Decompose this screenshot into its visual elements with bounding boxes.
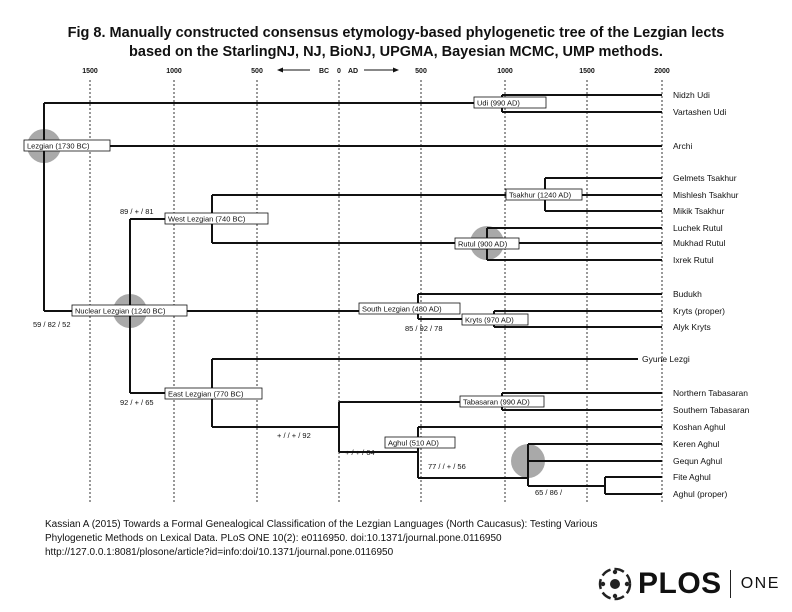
leaf-luchek-rutul: Luchek Rutul [673,223,723,233]
leaf-alyk-kryts: Alyk Kryts [673,322,711,332]
leaf-northern-tabasaran: Northern Tabasaran [673,388,748,398]
leaf-archi: Archi [673,141,693,151]
support-aghul: + / + / 64 [345,448,375,457]
leaf-mishlesh-tsakhur: Mishlesh Tsakhur [673,190,739,200]
clade-rutul-label: Rutul (900 AD) [458,239,508,249]
tree-branches [44,95,662,494]
support-aghul-sub: 77 / / + / 56 [428,462,466,471]
tick-2000ad: 2000 [654,68,670,75]
clade-lezgian [24,140,110,151]
tick-500ad: 500 [415,68,427,75]
support-fite-aghul: 65 / 86 / [535,488,563,497]
clade-lezgian-label: Lezgian (1730 BC) [27,141,90,151]
figure-title-line2: based on the StarlingNJ, NJ, BioNJ, UPGMA, Bayesian MCMC, UMP methods. [129,44,663,60]
ad-arrow-icon [393,68,399,73]
clade-tsakhur-label: Tsakhur (1240 AD) [509,190,572,200]
clade-west-lezgian-label: West Lezgian (740 BC) [168,214,246,224]
leaf-gyune-lezgi: Gyune Lezgi [642,354,690,364]
tick-1500bc: 1500 [82,68,98,75]
leaf-gequn-aghul: Gequn Aghul [673,456,723,466]
tick-0: 0 [337,68,341,75]
time-gridlines [90,80,662,502]
node-circles [27,129,545,478]
leaf-ixrek-rutul: Ixrek Rutul [673,255,714,265]
leaf-southern-tabasaran: Southern Tabasaran [673,405,750,415]
clade-tabasaran [460,396,544,407]
clade-labels [24,97,582,448]
one-wordmark: ONE [740,575,780,592]
support-nuclear-lezgian: 59 / 82 / 52 [33,320,71,329]
clade-tsakhur [506,189,582,200]
citation [45,518,765,560]
clade-tabasaran-label: Tabasaran (990 AD) [463,397,530,407]
leaf-keren-aghul: Keren Aghul [673,439,720,449]
leaf-fite-aghul: Fite Aghul [673,472,711,482]
support-east-lezgian: 92 / + / 65 [120,398,154,407]
leaf-mikik-tsakhur: Mikik Tsakhur [673,206,725,216]
logo-divider [730,570,731,598]
clade-aghul-label: Aghul (510 AD) [388,438,439,448]
tick-500bc: 500 [251,68,263,75]
leaf-mukhad-rutul: Mukhad Rutul [673,238,726,248]
clade-south-lezgian [359,303,460,314]
leaf-aghul-proper: Aghul (proper) [673,489,728,499]
clade-east-lezgian [165,388,262,399]
leaf-nidzh-udi: Nidzh Udi [673,90,710,100]
clade-udi-label: Udi (990 AD) [477,98,520,108]
bc-arrow-icon [277,68,283,73]
citation-line1: Kassian A (2015) Towards a Formal Genealogical Classification of the Lezgian Languages (North Caucasus): Testing Various [45,519,598,530]
support-tabasaran-aghul: + / / + / 92 [277,431,311,440]
tick-1000ad: 1000 [497,68,513,75]
clade-kryts [462,314,528,325]
time-axis [82,68,670,76]
tick-1500ad: 1500 [579,68,595,75]
clade-nuclear-lezgian-label: Nuclear Lezgian (1240 BC) [75,306,166,316]
leaf-vartashen-udi: Vartashen Udi [673,107,727,117]
clade-nuclear-lezgian [72,305,187,316]
leaf-koshan-aghul: Koshan Aghul [673,422,726,432]
support-west-lezgian: 89 / + / 81 [120,207,154,216]
plos-emblem-icon [598,567,632,601]
support-south-lezgian: 85 / 92 / 78 [405,324,443,333]
plos-one-logo [598,566,780,602]
leaf-gelmets-tsakhur: Gelmets Tsakhur [673,173,737,183]
clade-kryts-label: Kryts (970 AD) [465,315,514,325]
bc-label: BC [318,68,330,75]
citation-url[interactable]: http://127.0.0.1:8081/plosone/article?id=info:doi/10.1371/journal.pone.0116950 [45,547,394,558]
ad-label: AD [347,68,359,75]
node-cross-marks [418,96,528,470]
clade-aghul [385,437,455,448]
tick-1000bc: 1000 [166,68,182,75]
clade-rutul [455,238,519,249]
plos-wordmark: PLOS [638,567,722,600]
citation-line2: Phylogenetic Methods on Lexical Data. PLoS ONE 10(2): e0116950. doi:10.1371/journal.pone.0116950 [45,533,502,544]
leaf-kryts-proper: Kryts (proper) [673,306,725,316]
clade-west-lezgian [165,213,268,224]
clade-east-lezgian-label: East Lezgian (770 BC) [168,389,244,399]
clade-south-lezgian-label: South Lezgian (480 AD) [362,304,442,314]
figure-title-line1: Fig 8. Manually constructed consensus etymology-based phylogenetic tree of the Lezgian lects [67,25,725,41]
clade-udi [474,97,546,108]
leaf-budukh: Budukh [673,289,702,299]
